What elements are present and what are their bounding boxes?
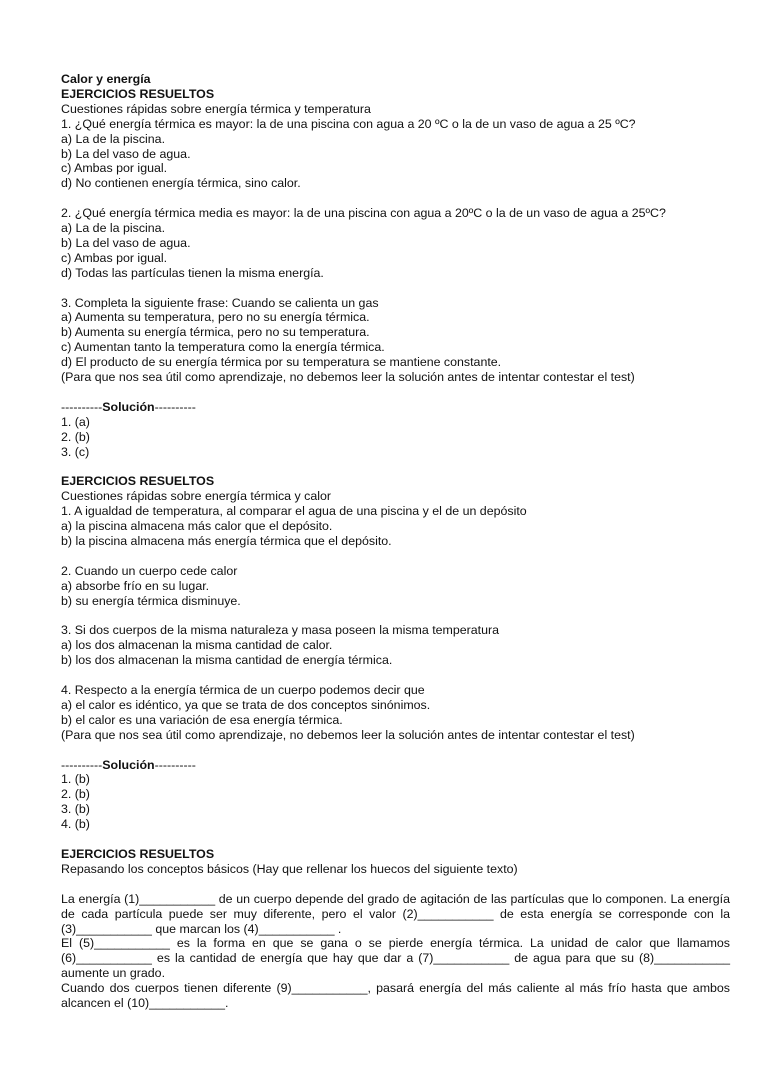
s1-q3-question: 3. Completa la siguiente frase: Cuando se calienta un gas: [61, 295, 379, 310]
solution-dashes: ----------: [61, 399, 103, 414]
fill-in-paragraph-2: El (5)___________ es la forma en que se gana o se pierde energía térmica. La unidad de calor que llamamos (6)___________ es la cantidad de energía que hay que dar a (7)___________ de agua para que su (8)___________ aumente un grado.: [61, 936, 730, 981]
s2-q4-option: a) el calor es idéntico, ya que se trata de dos conceptos sinónimos.: [61, 697, 431, 712]
solution-word: Solución: [102, 757, 155, 772]
s1-solution-label: [61, 400, 730, 415]
s2-q2-question: 2. Cuando un cuerpo cede calor: [61, 563, 238, 578]
s1-q2-option: d) Todas las partículas tienen la misma energía.: [61, 265, 324, 280]
fill-in-paragraph-3: Cuando dos cuerpos tienen diferente (9)___________, pasará energía del más caliente al más frío hasta que ambos alcancen el (10)___________.: [61, 981, 730, 1011]
solution-word: Solución: [102, 399, 155, 414]
solution-dashes: ----------: [61, 757, 103, 772]
s1-answer: 3. (c): [61, 444, 90, 459]
s2-q4-question: 4. Respecto a la energía térmica de un cuerpo podemos decir que: [61, 683, 425, 698]
section-1-subheading: Cuestiones rápidas sobre energía térmica y temperatura: [61, 101, 371, 116]
s2-answer: 3. (b): [61, 802, 90, 817]
s1-answer: 2. (b): [61, 429, 90, 444]
s1-q1-option: b) La del vaso de agua.: [61, 146, 191, 161]
s1-q1-question: 1. ¿Qué energía térmica es mayor: la de una piscina con agua a 20 ºC o la de un vaso de agua a 25 ºC?: [61, 116, 636, 131]
s1-q2-option: c) Ambas por igual.: [61, 250, 168, 265]
s1-q3-option: d) El producto de su energía térmica por su temperatura se mantiene constante.: [61, 355, 502, 370]
fill-in-paragraph-1: La energía (1)___________ de un cuerpo depende del grado de agitación de las partículas que lo componen. La energía de cada partícula puede ser muy diferente, pero el valor (2)___________ de esta energía se corresponde con la (3)___________ que marcan los (4)___________ .: [61, 891, 730, 936]
s1-answer: 1. (a): [61, 414, 90, 429]
s1-q3-option: c) Aumentan tanto la temperatura como la energía térmica.: [61, 340, 385, 355]
s2-q1-option: a) la piscina almacena más calor que el depósito.: [61, 519, 333, 534]
s1-q1-option: d) No contienen energía térmica, sino calor.: [61, 176, 301, 191]
s1-q2-option: b) La del vaso de agua.: [61, 235, 191, 250]
s2-answer: 2. (b): [61, 787, 90, 802]
solution-dashes: ----------: [154, 399, 196, 414]
s1-q3-option: a) Aumenta su temperatura, pero no su energía térmica.: [61, 310, 370, 325]
s2-solution-label: [61, 758, 730, 773]
section-3-subheading: Repasando los conceptos básicos (Hay que rellenar los huecos del siguiente texto): [61, 861, 518, 876]
s2-answer: 1. (b): [61, 772, 90, 787]
document-title: Calor y energía: [61, 72, 151, 86]
s2-q3-option: a) los dos almacenan la misma cantidad de calor.: [61, 638, 333, 653]
s1-note: (Para que nos sea útil como aprendizaje, no debemos leer la solución antes de intentar contestar el test): [61, 370, 635, 385]
s1-q1-option: a) La de la piscina.: [61, 131, 166, 146]
s1-q3-option: b) Aumenta su energía térmica, pero no su temperatura.: [61, 325, 370, 340]
s1-q2-option: a) La de la piscina.: [61, 221, 166, 236]
s2-q2-option: a) absorbe frío en su lugar.: [61, 578, 210, 593]
s2-q1-option: b) la piscina almacena más energía térmica que el depósito.: [61, 534, 392, 549]
s2-q1-question: 1. A igualdad de temperatura, al comparar el agua de una piscina y el de un depósito: [61, 504, 527, 519]
s2-q3-option: b) los dos almacenan la misma cantidad de energía térmica.: [61, 653, 393, 668]
s2-answer: 4. (b): [61, 817, 90, 832]
solution-dashes: ----------: [154, 757, 196, 772]
s2-q3-question: 3. Si dos cuerpos de la misma naturaleza y masa poseen la misma temperatura: [61, 623, 500, 638]
section-3-heading: EJERCICIOS RESUELTOS: [61, 846, 215, 861]
section-2-subheading: Cuestiones rápidas sobre energía térmica y calor: [61, 489, 331, 504]
s2-q4-option: b) el calor es una variación de esa energía térmica.: [61, 712, 343, 727]
section-2-heading: EJERCICIOS RESUELTOS: [61, 474, 215, 489]
s2-q2-option: b) su energía térmica disminuye.: [61, 593, 241, 608]
s1-q1-option: c) Ambas por igual.: [61, 161, 168, 176]
section-1-heading: EJERCICIOS RESUELTOS: [61, 86, 215, 101]
s1-q2-question: 2. ¿Qué energía térmica media es mayor: la de una piscina con agua a 20ºC o la de un vaso de agua a 25ºC?: [61, 206, 666, 221]
s2-note: (Para que nos sea útil como aprendizaje, no debemos leer la solución antes de intentar contestar el test): [61, 727, 635, 742]
